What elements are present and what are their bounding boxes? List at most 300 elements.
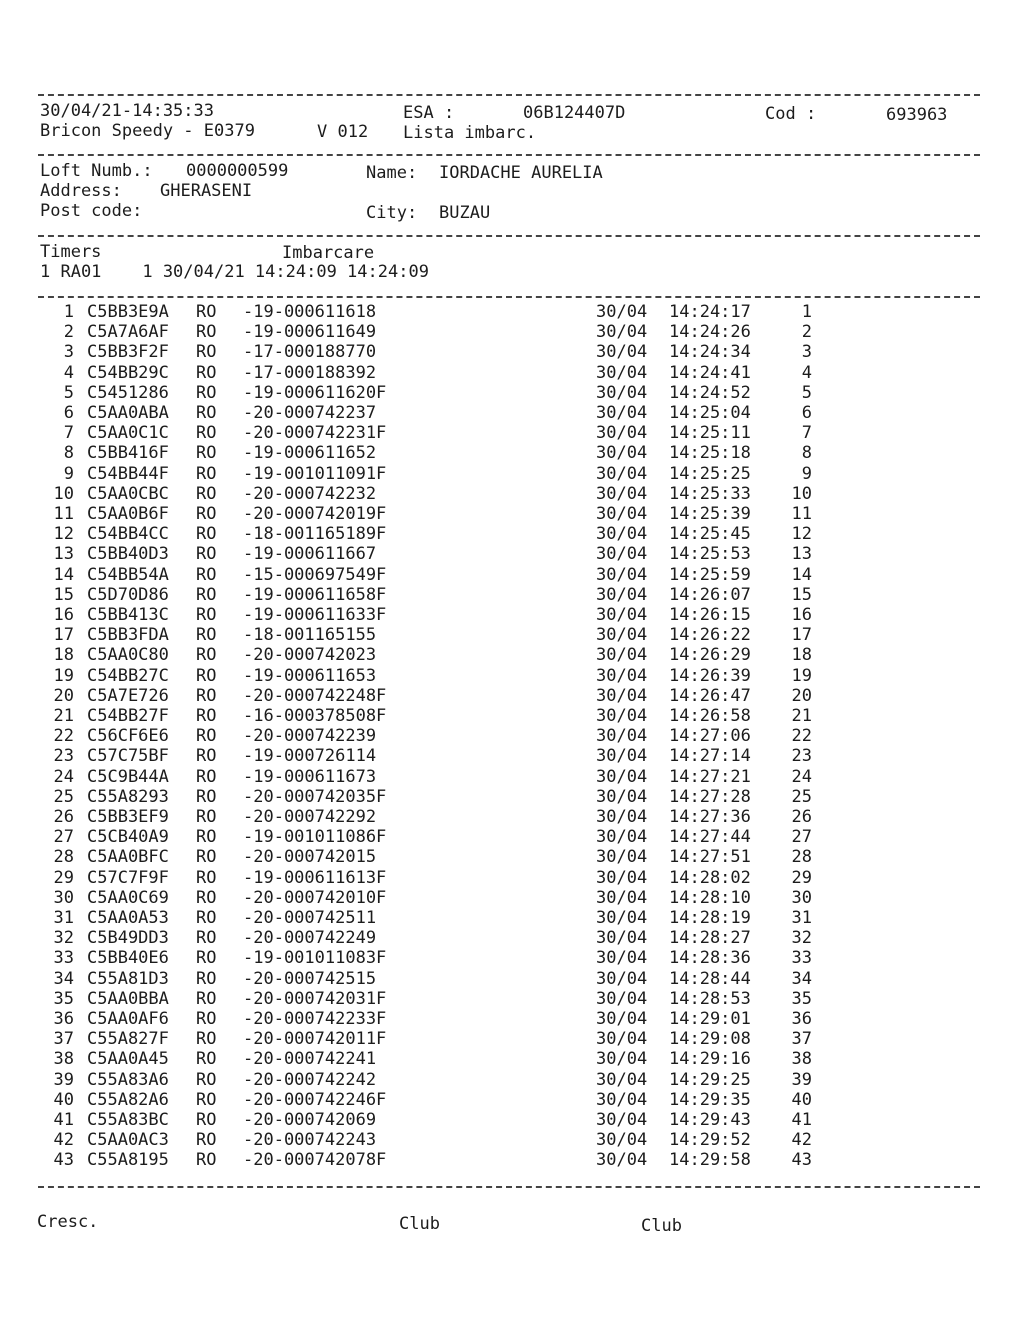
chip-code: C5B49DD3 bbox=[87, 928, 169, 949]
row-number: 8 bbox=[63, 443, 74, 464]
country-code: RO bbox=[196, 1110, 217, 1130]
ring-number: -17-000188392 bbox=[243, 362, 377, 383]
position-number: 10 bbox=[791, 483, 812, 504]
arrival-time: 14:25:59 bbox=[669, 564, 751, 585]
position-number: 11 bbox=[791, 504, 812, 524]
chip-code: C55A827F bbox=[87, 1029, 169, 1050]
ring-number: -20-000742035F bbox=[243, 786, 387, 807]
chip-code: C5BB40D3 bbox=[87, 544, 169, 565]
postcode-label: Post code: bbox=[40, 201, 143, 221]
row-number: 42 bbox=[53, 1130, 74, 1151]
arrival-date: 30/04 bbox=[596, 726, 648, 747]
timer-line: 1 RA01 1 30/04/21 14:24:09 14:24:09 bbox=[40, 262, 429, 282]
chip-code: C5AA0A53 bbox=[87, 908, 169, 928]
arrival-date: 30/04 bbox=[596, 867, 648, 888]
arrival-date: 30/04 bbox=[596, 1049, 648, 1070]
table-row bbox=[0, 686, 1024, 706]
ring-number: -20-000742237 bbox=[243, 403, 377, 423]
arrival-date: 30/04 bbox=[596, 665, 648, 686]
arrival-date: 30/04 bbox=[596, 1009, 648, 1029]
row-number: 19 bbox=[53, 665, 74, 686]
country-code: RO bbox=[196, 362, 217, 383]
row-number: 16 bbox=[53, 605, 74, 625]
ring-number: -20-000742511 bbox=[243, 908, 377, 928]
arrival-time: 14:29:25 bbox=[669, 1069, 751, 1090]
row-number: 23 bbox=[53, 746, 74, 767]
country-code: RO bbox=[196, 685, 217, 706]
chip-code: C5AA0B6F bbox=[87, 504, 169, 524]
row-number: 31 bbox=[53, 908, 74, 928]
arrival-date: 30/04 bbox=[596, 928, 648, 949]
country-code: RO bbox=[196, 564, 217, 585]
arrival-date: 30/04 bbox=[596, 1089, 648, 1110]
table-row bbox=[0, 746, 1024, 766]
ring-number: -15-000697549F bbox=[243, 564, 387, 585]
city-value: BUZAU bbox=[439, 203, 491, 223]
chip-code: C5BB413C bbox=[87, 605, 169, 625]
ring-number: -19-000611653 bbox=[243, 665, 377, 686]
table-row bbox=[0, 969, 1024, 989]
table-row bbox=[0, 524, 1024, 544]
arrival-date: 30/04 bbox=[596, 685, 648, 706]
arrival-time: 14:29:16 bbox=[669, 1049, 751, 1070]
arrival-time: 14:25:25 bbox=[669, 463, 751, 484]
row-number: 20 bbox=[53, 685, 74, 706]
position-number: 25 bbox=[791, 786, 812, 807]
row-number: 40 bbox=[53, 1089, 74, 1110]
arrival-date: 30/04 bbox=[596, 968, 648, 989]
ring-number: -20-000742069 bbox=[243, 1110, 377, 1130]
arrival-time: 14:29:58 bbox=[669, 1150, 751, 1171]
footer-club-1: Club bbox=[399, 1214, 440, 1234]
row-number: 21 bbox=[53, 706, 74, 726]
position-number: 24 bbox=[791, 766, 812, 787]
position-number: 22 bbox=[791, 726, 812, 747]
city-label: City: bbox=[366, 203, 418, 223]
arrival-date: 30/04 bbox=[596, 887, 648, 908]
country-code: RO bbox=[196, 807, 217, 827]
country-code: RO bbox=[196, 827, 217, 848]
imbarcare-label: Imbarcare bbox=[282, 243, 375, 263]
cod-label: Cod : bbox=[765, 104, 817, 124]
country-code: RO bbox=[196, 928, 217, 949]
arrival-time: 14:26:58 bbox=[669, 706, 751, 726]
ring-number: -19-000611618 bbox=[243, 302, 377, 322]
cod-value: 693963 bbox=[886, 105, 948, 125]
arrival-time: 14:26:07 bbox=[669, 584, 751, 605]
position-number: 7 bbox=[801, 423, 812, 444]
arrival-date: 30/04 bbox=[596, 605, 648, 625]
divider bbox=[38, 296, 980, 298]
table-row bbox=[0, 423, 1024, 443]
position-number: 28 bbox=[791, 847, 812, 868]
arrival-date: 30/04 bbox=[596, 1150, 648, 1171]
arrival-time: 14:24:26 bbox=[669, 322, 751, 343]
arrival-time: 14:28:36 bbox=[669, 948, 751, 969]
ring-number: -20-000742023 bbox=[243, 645, 377, 666]
arrival-date: 30/04 bbox=[596, 1069, 648, 1090]
position-number: 14 bbox=[791, 564, 812, 585]
row-number: 33 bbox=[53, 948, 74, 969]
arrival-time: 14:26:29 bbox=[669, 645, 751, 666]
position-number: 37 bbox=[791, 1029, 812, 1050]
table-row bbox=[0, 888, 1024, 908]
arrival-time: 14:25:39 bbox=[669, 504, 751, 524]
ring-number: -16-000378508F bbox=[243, 706, 387, 726]
table-row bbox=[0, 443, 1024, 463]
country-code: RO bbox=[196, 403, 217, 423]
arrival-time: 14:26:22 bbox=[669, 625, 751, 646]
ring-number: -20-000742232 bbox=[243, 483, 377, 504]
table-row bbox=[0, 989, 1024, 1009]
row-number: 9 bbox=[63, 463, 74, 484]
chip-code: C5AA0AF6 bbox=[87, 1009, 169, 1029]
arrival-time: 14:27:06 bbox=[669, 726, 751, 747]
row-number: 3 bbox=[63, 342, 74, 363]
chip-code: C55A81D3 bbox=[87, 968, 169, 989]
position-number: 13 bbox=[791, 544, 812, 565]
row-number: 13 bbox=[53, 544, 74, 565]
chip-code: C5CB40A9 bbox=[87, 827, 169, 848]
row-number: 39 bbox=[53, 1069, 74, 1090]
row-number: 30 bbox=[53, 887, 74, 908]
ring-number: -19-000611633F bbox=[243, 605, 387, 625]
row-number: 15 bbox=[53, 584, 74, 605]
row-number: 7 bbox=[63, 423, 74, 444]
arrival-time: 14:28:02 bbox=[669, 867, 751, 888]
chip-code: C5BB416F bbox=[87, 443, 169, 464]
position-number: 20 bbox=[791, 685, 812, 706]
row-number: 26 bbox=[53, 807, 74, 827]
chip-code: C54BB54A bbox=[87, 564, 169, 585]
chip-code: C5BB40E6 bbox=[87, 948, 169, 969]
table-row bbox=[0, 544, 1024, 564]
position-number: 34 bbox=[791, 968, 812, 989]
country-code: RO bbox=[196, 443, 217, 464]
arrival-time: 14:25:18 bbox=[669, 443, 751, 464]
position-number: 38 bbox=[791, 1049, 812, 1070]
chip-code: C5AA0C69 bbox=[87, 887, 169, 908]
ring-number: -18-001165155 bbox=[243, 625, 377, 646]
arrival-date: 30/04 bbox=[596, 504, 648, 524]
arrival-date: 30/04 bbox=[596, 1130, 648, 1151]
position-number: 1 bbox=[801, 302, 812, 322]
arrival-date: 30/04 bbox=[596, 1110, 648, 1130]
ring-number: -20-000742248F bbox=[243, 685, 387, 706]
row-number: 32 bbox=[53, 928, 74, 949]
ring-number: -20-000742233F bbox=[243, 1009, 387, 1029]
arrival-date: 30/04 bbox=[596, 807, 648, 827]
footer-club-2: Club bbox=[641, 1216, 682, 1236]
chip-code: C54BB27C bbox=[87, 665, 169, 686]
arrival-time: 14:25:45 bbox=[669, 524, 751, 545]
position-number: 36 bbox=[791, 1009, 812, 1029]
country-code: RO bbox=[196, 1029, 217, 1050]
table-row bbox=[0, 706, 1024, 726]
ring-number: -20-000742019F bbox=[243, 504, 387, 524]
table-row bbox=[0, 1049, 1024, 1069]
ring-number: -20-000742515 bbox=[243, 968, 377, 989]
arrival-date: 30/04 bbox=[596, 564, 648, 585]
arrival-date: 30/04 bbox=[596, 403, 648, 423]
table-row bbox=[0, 767, 1024, 787]
position-number: 26 bbox=[791, 807, 812, 827]
esa-value: 06B124407D bbox=[523, 103, 626, 123]
position-number: 6 bbox=[801, 403, 812, 423]
arrival-date: 30/04 bbox=[596, 766, 648, 787]
country-code: RO bbox=[196, 423, 217, 444]
country-code: RO bbox=[196, 1009, 217, 1029]
chip-code: C5BB3E9A bbox=[87, 302, 169, 322]
country-code: RO bbox=[196, 887, 217, 908]
row-number: 17 bbox=[53, 625, 74, 646]
arrival-date: 30/04 bbox=[596, 423, 648, 444]
chip-code: C55A8195 bbox=[87, 1150, 169, 1171]
table-row bbox=[0, 504, 1024, 524]
table-row bbox=[0, 625, 1024, 645]
row-number: 43 bbox=[53, 1150, 74, 1171]
row-number: 4 bbox=[63, 362, 74, 383]
chip-code: C5D70D86 bbox=[87, 584, 169, 605]
loft-label: Loft Numb.: bbox=[40, 161, 153, 181]
chip-code: C54BB27F bbox=[87, 706, 169, 726]
arrival-date: 30/04 bbox=[596, 948, 648, 969]
row-number: 14 bbox=[53, 564, 74, 585]
chip-code: C57C7F9F bbox=[87, 867, 169, 888]
table-row bbox=[0, 322, 1024, 342]
chip-code: C5AA0CBC bbox=[87, 483, 169, 504]
position-number: 33 bbox=[791, 948, 812, 969]
chip-code: C57C75BF bbox=[87, 746, 169, 767]
country-code: RO bbox=[196, 968, 217, 989]
divider bbox=[38, 235, 980, 237]
chip-code: C54BB4CC bbox=[87, 524, 169, 545]
position-number: 4 bbox=[801, 362, 812, 383]
chip-code: C55A83BC bbox=[87, 1110, 169, 1130]
arrival-time: 14:28:27 bbox=[669, 928, 751, 949]
row-number: 27 bbox=[53, 827, 74, 848]
arrival-date: 30/04 bbox=[596, 342, 648, 363]
ring-number: -19-000611673 bbox=[243, 766, 377, 787]
country-code: RO bbox=[196, 605, 217, 625]
country-code: RO bbox=[196, 322, 217, 343]
position-number: 16 bbox=[791, 605, 812, 625]
arrival-time: 14:29:08 bbox=[669, 1029, 751, 1050]
address-label: Address: bbox=[40, 181, 122, 201]
table-row bbox=[0, 1009, 1024, 1029]
table-row bbox=[0, 726, 1024, 746]
country-code: RO bbox=[196, 302, 217, 322]
table-row bbox=[0, 1110, 1024, 1130]
country-code: RO bbox=[196, 1130, 217, 1151]
arrival-date: 30/04 bbox=[596, 524, 648, 545]
arrival-time: 14:27:44 bbox=[669, 827, 751, 848]
row-number: 22 bbox=[53, 726, 74, 747]
ring-number: -19-000611652 bbox=[243, 443, 377, 464]
ring-number: -20-000742011F bbox=[243, 1029, 387, 1050]
arrival-date: 30/04 bbox=[596, 443, 648, 464]
table-row bbox=[0, 363, 1024, 383]
position-number: 17 bbox=[791, 625, 812, 646]
chip-code: C5AA0AC3 bbox=[87, 1130, 169, 1151]
arrival-date: 30/04 bbox=[596, 463, 648, 484]
row-number: 10 bbox=[53, 483, 74, 504]
ring-number: -19-000726114 bbox=[243, 746, 377, 767]
arrival-date: 30/04 bbox=[596, 584, 648, 605]
arrival-time: 14:29:52 bbox=[669, 1130, 751, 1151]
ring-number: -18-001165189F bbox=[243, 524, 387, 545]
position-number: 39 bbox=[791, 1069, 812, 1090]
chip-code: C5AA0A45 bbox=[87, 1049, 169, 1070]
chip-code: C54BB29C bbox=[87, 362, 169, 383]
esa-label: ESA : bbox=[403, 103, 455, 123]
position-number: 21 bbox=[791, 706, 812, 726]
country-code: RO bbox=[196, 342, 217, 363]
table-row bbox=[0, 302, 1024, 322]
chip-code: C5AA0C80 bbox=[87, 645, 169, 666]
table-row bbox=[0, 868, 1024, 888]
position-number: 30 bbox=[791, 887, 812, 908]
arrival-time: 14:26:15 bbox=[669, 605, 751, 625]
row-number: 41 bbox=[53, 1110, 74, 1130]
position-number: 43 bbox=[791, 1150, 812, 1171]
table-row bbox=[0, 565, 1024, 585]
position-number: 3 bbox=[801, 342, 812, 363]
table-row bbox=[0, 605, 1024, 625]
table-row bbox=[0, 827, 1024, 847]
position-number: 32 bbox=[791, 928, 812, 949]
country-code: RO bbox=[196, 948, 217, 969]
country-code: RO bbox=[196, 524, 217, 545]
table-row bbox=[0, 908, 1024, 928]
row-number: 2 bbox=[63, 322, 74, 343]
country-code: RO bbox=[196, 625, 217, 646]
divider bbox=[38, 154, 980, 156]
arrival-time: 14:24:41 bbox=[669, 362, 751, 383]
ring-number: -20-000742031F bbox=[243, 988, 387, 1009]
country-code: RO bbox=[196, 726, 217, 747]
arrival-time: 14:28:19 bbox=[669, 908, 751, 928]
divider bbox=[38, 1186, 980, 1188]
table-row bbox=[0, 484, 1024, 504]
arrival-time: 14:27:21 bbox=[669, 766, 751, 787]
chip-code: C55A83A6 bbox=[87, 1069, 169, 1090]
position-number: 42 bbox=[791, 1130, 812, 1151]
arrival-date: 30/04 bbox=[596, 908, 648, 928]
country-code: RO bbox=[196, 867, 217, 888]
position-number: 19 bbox=[791, 665, 812, 686]
address-value: GHERASENI bbox=[160, 181, 253, 201]
arrival-time: 14:25:33 bbox=[669, 483, 751, 504]
position-number: 15 bbox=[791, 584, 812, 605]
ring-number: -19-001011091F bbox=[243, 463, 387, 484]
arrival-date: 30/04 bbox=[596, 786, 648, 807]
position-number: 23 bbox=[791, 746, 812, 767]
arrival-time: 14:27:36 bbox=[669, 807, 751, 827]
device-name: Bricon Speedy - E0379 bbox=[40, 121, 255, 141]
chip-code: C56CF6E6 bbox=[87, 726, 169, 747]
chip-code: C5451286 bbox=[87, 382, 169, 403]
device-version: V 012 bbox=[317, 122, 369, 142]
ring-number: -20-000742246F bbox=[243, 1089, 387, 1110]
ring-number: -20-000742242 bbox=[243, 1069, 377, 1090]
row-number: 6 bbox=[63, 403, 74, 423]
row-number: 28 bbox=[53, 847, 74, 868]
country-code: RO bbox=[196, 1089, 217, 1110]
country-code: RO bbox=[196, 847, 217, 868]
ring-number: -19-000611649 bbox=[243, 322, 377, 343]
arrival-date: 30/04 bbox=[596, 322, 648, 343]
table-row bbox=[0, 585, 1024, 605]
ring-number: -19-000611613F bbox=[243, 867, 387, 888]
chip-code: C54BB44F bbox=[87, 463, 169, 484]
row-number: 35 bbox=[53, 988, 74, 1009]
chip-code: C55A8293 bbox=[87, 786, 169, 807]
ring-number: -19-000611667 bbox=[243, 544, 377, 565]
chip-code: C5C9B44A bbox=[87, 766, 169, 787]
arrival-date: 30/04 bbox=[596, 988, 648, 1009]
ring-number: -20-000742249 bbox=[243, 928, 377, 949]
country-code: RO bbox=[196, 988, 217, 1009]
owner-name: IORDACHE AURELIA bbox=[439, 163, 603, 183]
timers-label: Timers bbox=[40, 242, 102, 262]
table-row bbox=[0, 645, 1024, 665]
arrival-time: 14:25:11 bbox=[669, 423, 751, 444]
arrival-time: 14:27:51 bbox=[669, 847, 751, 868]
arrival-date: 30/04 bbox=[596, 382, 648, 403]
arrival-time: 14:26:47 bbox=[669, 685, 751, 706]
arrival-date: 30/04 bbox=[596, 302, 648, 322]
chip-code: C5AA0BFC bbox=[87, 847, 169, 868]
report-datetime: 30/04/21-14:35:33 bbox=[40, 101, 214, 121]
footer-cresc: Cresc. bbox=[37, 1212, 99, 1232]
position-number: 29 bbox=[791, 867, 812, 888]
arrival-time: 14:24:34 bbox=[669, 342, 751, 363]
country-code: RO bbox=[196, 766, 217, 787]
ring-number: -20-000742239 bbox=[243, 726, 377, 747]
chip-code: C5A7E726 bbox=[87, 685, 169, 706]
arrival-time: 14:28:44 bbox=[669, 968, 751, 989]
ring-number: -20-000742010F bbox=[243, 887, 387, 908]
position-number: 2 bbox=[801, 322, 812, 343]
table-row bbox=[0, 787, 1024, 807]
table-row bbox=[0, 1029, 1024, 1049]
table-row bbox=[0, 464, 1024, 484]
position-number: 35 bbox=[791, 988, 812, 1009]
chip-code: C5BB3F2F bbox=[87, 342, 169, 363]
ring-number: -20-000742292 bbox=[243, 807, 377, 827]
chip-code: C5AA0ABA bbox=[87, 403, 169, 423]
table-row bbox=[0, 1090, 1024, 1110]
table-row bbox=[0, 403, 1024, 423]
arrival-time: 14:28:10 bbox=[669, 887, 751, 908]
row-number: 18 bbox=[53, 645, 74, 666]
arrival-date: 30/04 bbox=[596, 706, 648, 726]
ring-number: -20-000742231F bbox=[243, 423, 387, 444]
arrival-time: 14:29:43 bbox=[669, 1110, 751, 1130]
position-number: 12 bbox=[791, 524, 812, 545]
row-number: 25 bbox=[53, 786, 74, 807]
country-code: RO bbox=[196, 645, 217, 666]
row-number: 34 bbox=[53, 968, 74, 989]
chip-code: C5AA0BBA bbox=[87, 988, 169, 1009]
arrival-time: 14:27:28 bbox=[669, 786, 751, 807]
country-code: RO bbox=[196, 463, 217, 484]
chip-code: C5BB3EF9 bbox=[87, 807, 169, 827]
country-code: RO bbox=[196, 786, 217, 807]
arrival-date: 30/04 bbox=[596, 1029, 648, 1050]
arrival-time: 14:25:04 bbox=[669, 403, 751, 423]
